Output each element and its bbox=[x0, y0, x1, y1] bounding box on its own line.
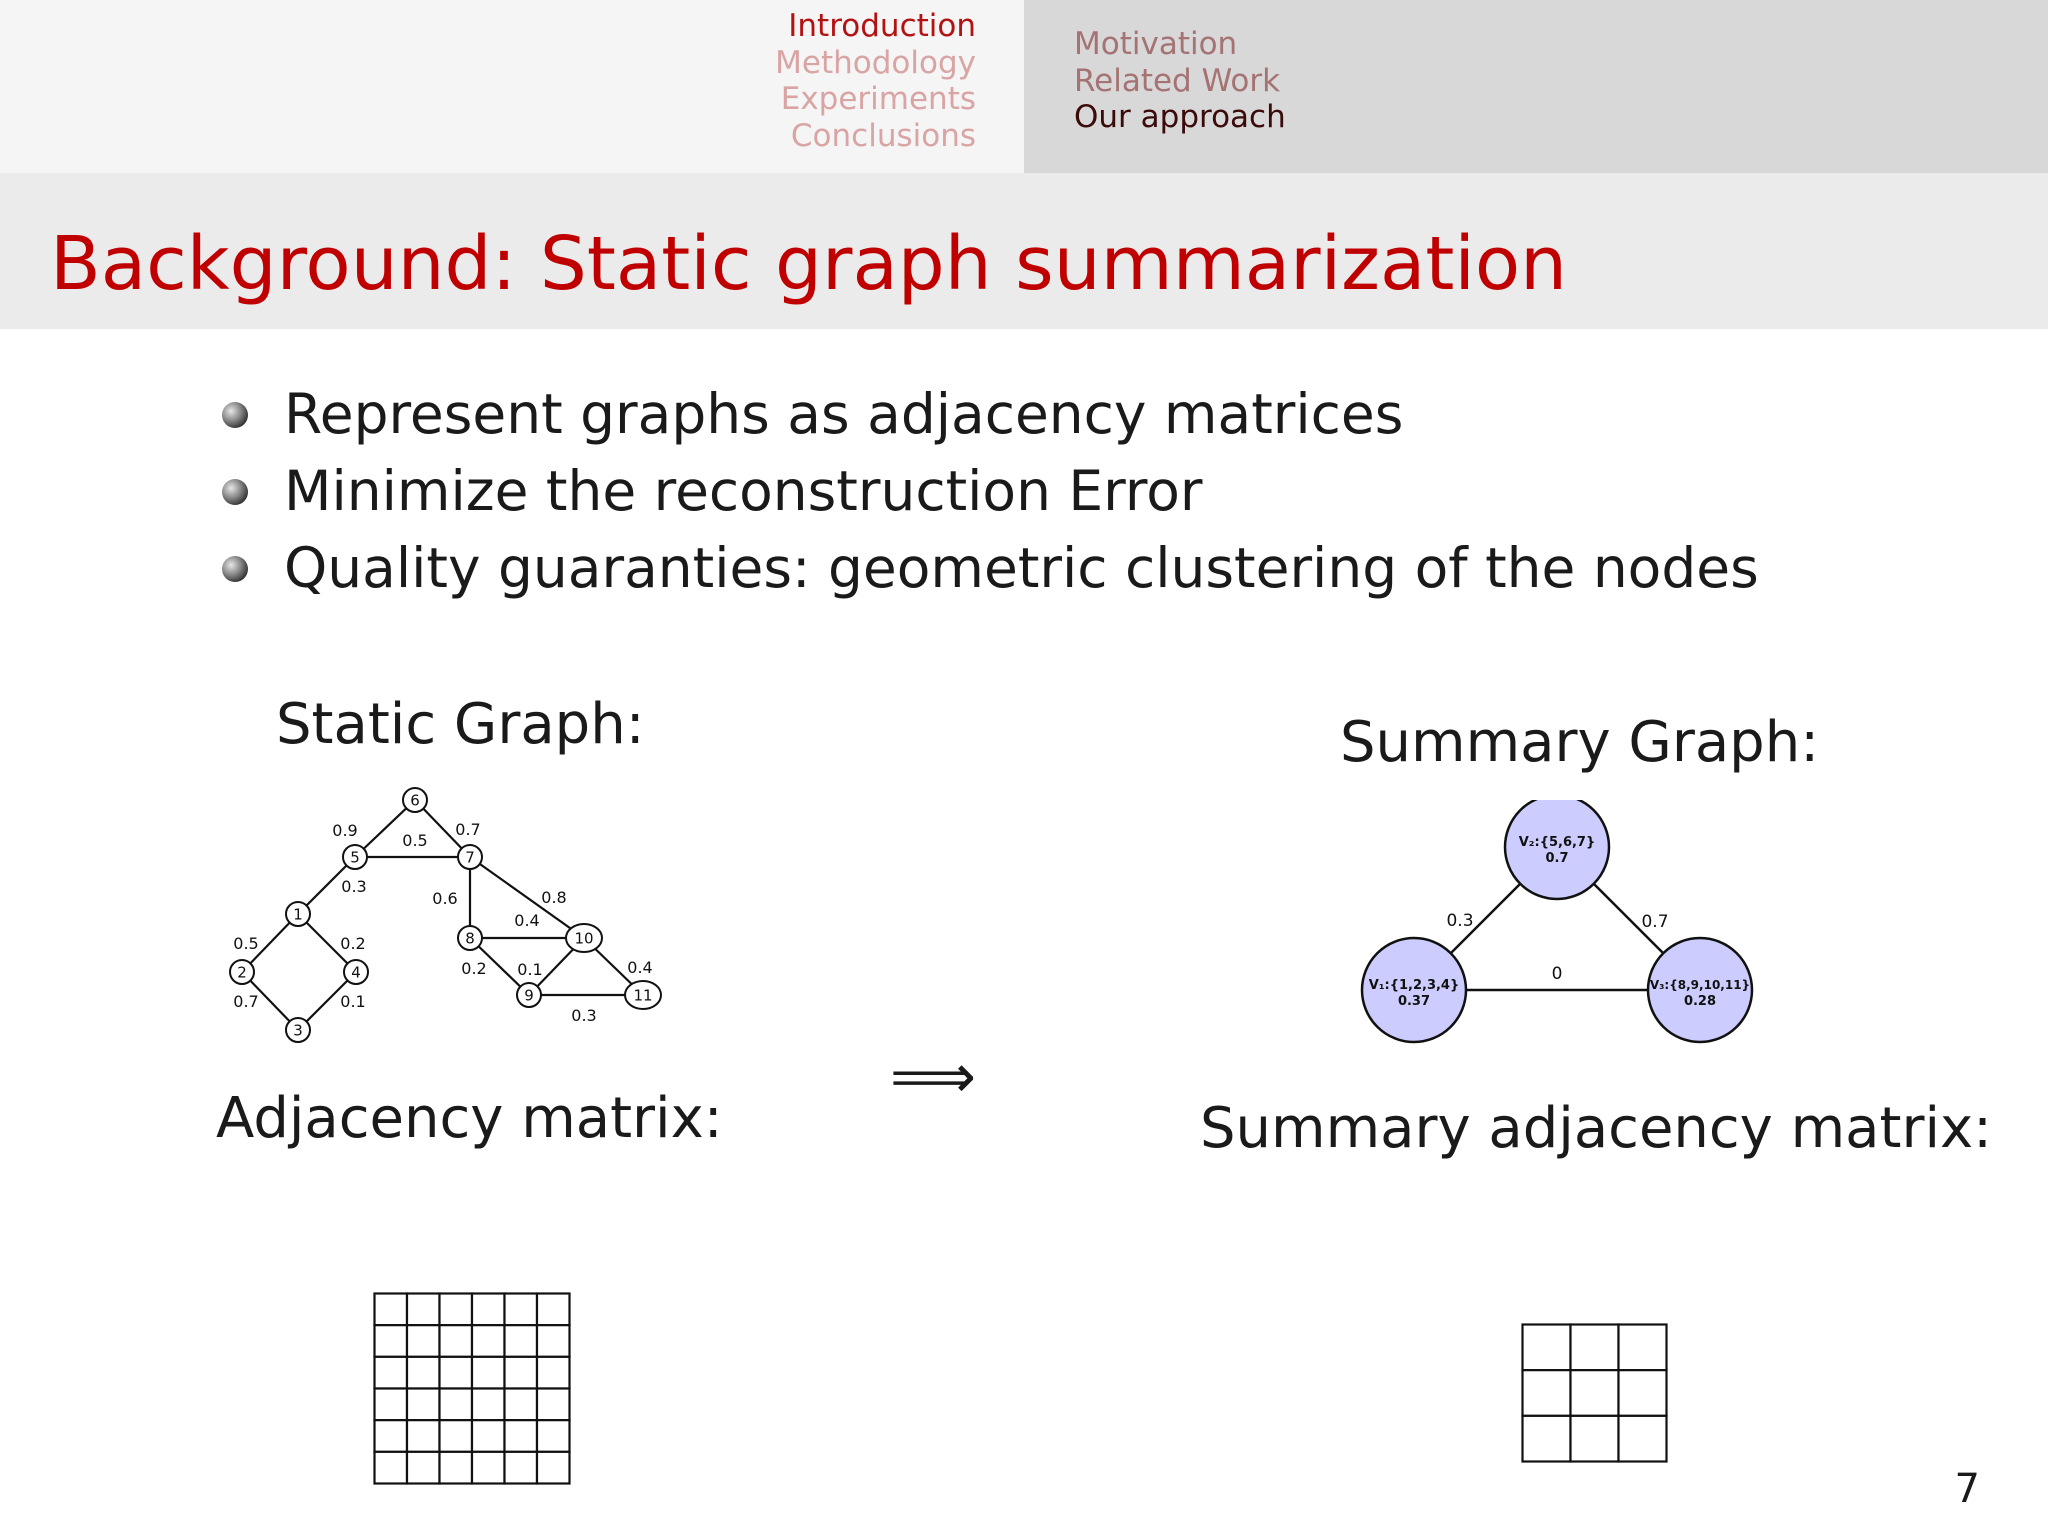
matrix-cell bbox=[1523, 1370, 1571, 1416]
matrix-cell bbox=[537, 1357, 570, 1389]
graph-node bbox=[403, 788, 427, 812]
matrix-cell bbox=[1619, 1370, 1667, 1416]
matrix-cell bbox=[537, 1420, 570, 1452]
nav-section-introduction[interactable]: Introduction bbox=[788, 8, 976, 44]
title-bar bbox=[0, 173, 2048, 329]
graph-node bbox=[458, 845, 482, 869]
matrix-cell bbox=[1523, 1325, 1571, 1371]
node-label: 4 bbox=[351, 963, 361, 982]
edge-weight-label: 0.1 bbox=[517, 960, 543, 979]
node-label: 9 bbox=[524, 986, 534, 1005]
matrix-cell bbox=[375, 1389, 408, 1421]
edge-weight-label: 0.1 bbox=[340, 992, 366, 1011]
matrix-cell bbox=[407, 1389, 440, 1421]
graph-node bbox=[458, 926, 482, 950]
edge-weight-label: 0.4 bbox=[627, 958, 653, 977]
graph-node bbox=[625, 981, 661, 1009]
graph-node bbox=[286, 1018, 310, 1042]
matrix-cell bbox=[472, 1420, 505, 1452]
summary-matrix-grid bbox=[1521, 1323, 1668, 1463]
bullet-ball-icon bbox=[222, 556, 248, 582]
matrix-cell bbox=[407, 1452, 440, 1484]
matrix-cell bbox=[440, 1294, 473, 1326]
slide-title: Background: Static graph summarization bbox=[50, 221, 1568, 307]
summary-node-value: 0.7 bbox=[1545, 851, 1569, 866]
static-graph-label: Static Graph: bbox=[276, 692, 645, 757]
bullet-item bbox=[222, 530, 1759, 607]
summary-node-name: V₁:{1,2,3,4} bbox=[1368, 978, 1460, 993]
graph-node bbox=[286, 902, 310, 926]
subsection-navigation bbox=[1024, 0, 2048, 173]
summary-node-name: V₂:{5,6,7} bbox=[1518, 835, 1596, 850]
edge-weight-label: 0.6 bbox=[432, 889, 458, 908]
section-navigation bbox=[0, 0, 1024, 173]
matrix-cell bbox=[375, 1420, 408, 1452]
bullet-ball-icon bbox=[222, 402, 248, 428]
matrix-cell bbox=[537, 1325, 570, 1357]
edge-weight-label: 0.3 bbox=[341, 877, 367, 896]
graph-node bbox=[344, 960, 368, 984]
matrix-cell bbox=[407, 1294, 440, 1326]
bullet-list bbox=[222, 376, 1759, 607]
matrix-cell bbox=[440, 1420, 473, 1452]
summary-edge-labels bbox=[1446, 911, 1668, 984]
graph-node bbox=[517, 983, 541, 1007]
summary-node-name: V₃:{8,9,10,11} bbox=[1649, 978, 1751, 992]
bullet-text: Minimize the reconstruction Error bbox=[284, 459, 1203, 523]
matrix-cell bbox=[537, 1294, 570, 1326]
node-label: 7 bbox=[465, 848, 475, 867]
implies-arrow-icon: ⟹ bbox=[890, 1042, 977, 1112]
summary-graph-label: Summary Graph: bbox=[1340, 710, 1820, 775]
matrix-cell bbox=[472, 1325, 505, 1357]
summary-edge-weight-label: 0.3 bbox=[1446, 911, 1474, 931]
nav-subsection-our-approach[interactable]: Our approach bbox=[1074, 99, 1286, 135]
matrix-cell bbox=[375, 1294, 408, 1326]
summary-edge-weight-label: 0.7 bbox=[1641, 912, 1669, 932]
node-label: 2 bbox=[237, 963, 247, 982]
matrix-cell bbox=[1571, 1370, 1619, 1416]
graph-node bbox=[566, 924, 602, 952]
matrix-cell bbox=[407, 1420, 440, 1452]
edge-weight-label: 0.8 bbox=[541, 888, 567, 907]
matrix-cell bbox=[440, 1452, 473, 1484]
matrix-cell bbox=[1571, 1325, 1619, 1371]
matrix-cell bbox=[1571, 1416, 1619, 1462]
node-label: 11 bbox=[633, 986, 653, 1005]
summary-edge-weight-label: 0 bbox=[1551, 964, 1563, 984]
matrix-cell bbox=[1619, 1416, 1667, 1462]
nav-subsection-motivation[interactable]: Motivation bbox=[1074, 26, 1238, 62]
nav-section-methodology[interactable]: Methodology bbox=[775, 44, 976, 81]
matrix-cell bbox=[537, 1389, 570, 1421]
adjacency-matrix-label: Adjacency matrix: bbox=[216, 1086, 723, 1151]
bullet-ball-icon bbox=[222, 479, 248, 505]
bullet-item bbox=[222, 376, 1759, 453]
matrix-cell bbox=[505, 1389, 538, 1421]
matrix-cell bbox=[375, 1452, 408, 1484]
matrix-cell bbox=[440, 1357, 473, 1389]
bullet-text: Quality guaranties: geometric clustering of the nodes bbox=[284, 536, 1759, 600]
summary-node-v2 bbox=[1505, 800, 1609, 899]
matrix-cell bbox=[375, 1325, 408, 1357]
matrix-cell bbox=[1619, 1325, 1667, 1371]
page-number: 7 bbox=[1954, 1466, 1980, 1512]
matrix-cell bbox=[505, 1420, 538, 1452]
edge-weight-label: 0.2 bbox=[461, 959, 487, 978]
nav-section-experiments[interactable]: Experiments bbox=[780, 81, 976, 117]
summary-node-value: 0.37 bbox=[1397, 994, 1431, 1009]
summary-graph-diagram bbox=[1340, 800, 1770, 1060]
edge-weight-label: 0.9 bbox=[332, 821, 358, 840]
summary-node-value: 0.28 bbox=[1683, 994, 1717, 1009]
subsection-list bbox=[1074, 26, 1286, 136]
edge-weight-label: 0.5 bbox=[402, 831, 428, 850]
edge-weight-label: 0.5 bbox=[233, 934, 259, 953]
matrix-cell bbox=[407, 1357, 440, 1389]
edge-weight-label: 0.4 bbox=[514, 911, 540, 930]
nav-subsection-related-work[interactable]: Related Work bbox=[1074, 62, 1281, 99]
summary-graph-nodes bbox=[1362, 800, 1752, 1042]
edge-weight-label: 0.3 bbox=[571, 1006, 597, 1025]
matrix-cell bbox=[440, 1325, 473, 1357]
matrix-cell bbox=[472, 1389, 505, 1421]
matrix-cell bbox=[505, 1325, 538, 1357]
static-graph-nodes bbox=[230, 788, 661, 1042]
matrix-cell bbox=[472, 1294, 505, 1326]
section-list bbox=[775, 8, 976, 154]
matrix-cell bbox=[505, 1294, 538, 1326]
summary-node-v1 bbox=[1362, 938, 1466, 1042]
edge-weight-label: 0.7 bbox=[233, 992, 259, 1011]
nav-section-conclusions[interactable]: Conclusions bbox=[790, 117, 976, 154]
node-label: 5 bbox=[350, 848, 360, 867]
matrix-cell bbox=[440, 1389, 473, 1421]
edge-weight-label: 0.7 bbox=[455, 820, 481, 839]
bullet-item bbox=[222, 453, 1759, 530]
summary-adjacency-matrix-label: Summary adjacency matrix: bbox=[1200, 1096, 1993, 1161]
matrix-cell bbox=[472, 1357, 505, 1389]
adjacency-matrix-grid bbox=[373, 1292, 571, 1485]
matrix-cell bbox=[537, 1452, 570, 1484]
graph-node bbox=[230, 960, 254, 984]
matrix-cell bbox=[375, 1357, 408, 1389]
bullet-text: Represent graphs as adjacency matrices bbox=[284, 382, 1404, 446]
node-label: 10 bbox=[574, 929, 594, 948]
static-graph-diagram bbox=[215, 780, 685, 1060]
graph-node bbox=[343, 845, 367, 869]
node-label: 3 bbox=[293, 1021, 303, 1040]
matrix-cell bbox=[505, 1452, 538, 1484]
node-label: 6 bbox=[410, 791, 420, 810]
edge-weight-label: 0.2 bbox=[340, 934, 366, 953]
matrix-cell bbox=[472, 1452, 505, 1484]
matrix-cell bbox=[1523, 1416, 1571, 1462]
matrix-cell bbox=[407, 1325, 440, 1357]
node-label: 8 bbox=[465, 929, 475, 948]
summary-node-v3 bbox=[1648, 938, 1752, 1042]
matrix-cell bbox=[505, 1357, 538, 1389]
node-label: 1 bbox=[293, 905, 303, 924]
